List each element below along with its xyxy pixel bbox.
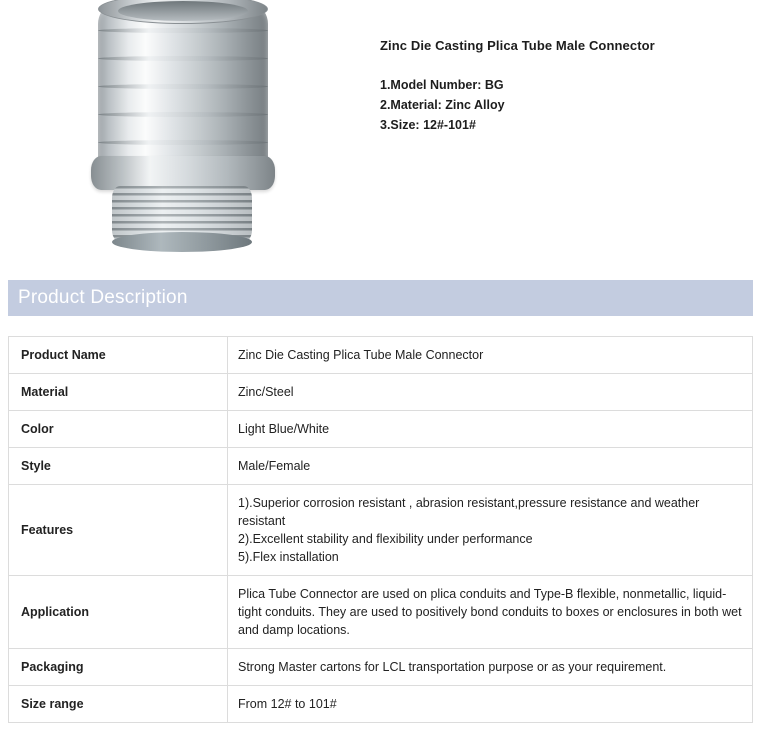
- connector-bore: [118, 1, 248, 21]
- row-value-line: 2).Excellent stability and flexibility under performance: [238, 532, 533, 546]
- row-value-line: Zinc Die Casting Plica Tube Male Connector: [238, 348, 484, 362]
- connector-ridge: [98, 56, 268, 61]
- table-row: [9, 649, 753, 686]
- table-row: [9, 576, 753, 649]
- row-value-line: Strong Master cartons for LCL transportation purpose or as your requirement.: [238, 660, 667, 674]
- row-value: [228, 411, 753, 448]
- table-row: [9, 374, 753, 411]
- row-key: Packaging: [9, 649, 228, 686]
- row-value-line: 1).Superior corrosion resistant , abrasion resistant,pressure resistance and weather resistant: [238, 496, 700, 528]
- table-row: [9, 337, 753, 374]
- row-value-line: Male/Female: [238, 459, 311, 473]
- connector-ridge: [98, 140, 268, 145]
- hero-spec-size: 3.Size: 12#-101#: [380, 118, 476, 132]
- row-value-line: Plica Tube Connector are used on plica conduits and Type-B flexible, nonmetallic, liquid-tight conduits. They are used to positively bond conduits to boxes or enclosures in both wet and damp locations.: [238, 587, 742, 637]
- hero-title: Zinc Die Casting Plica Tube Male Connector: [380, 38, 655, 53]
- row-value: [228, 485, 753, 576]
- hero-text-block: [380, 38, 750, 135]
- table-row: [9, 411, 753, 448]
- hero-spec-material: 2.Material: Zinc Alloy: [380, 98, 505, 112]
- product-image: [70, 0, 360, 240]
- row-key: Style: [9, 448, 228, 485]
- connector-ridge: [98, 84, 268, 89]
- product-description-table: [8, 336, 753, 723]
- connector-ridge: [98, 112, 268, 117]
- row-value: [228, 649, 753, 686]
- row-value-line: Zinc/Steel: [238, 385, 294, 399]
- hero-section: [0, 0, 761, 258]
- hero-spec-model: 1.Model Number: BG: [380, 78, 504, 92]
- row-key: Color: [9, 411, 228, 448]
- table-row: [9, 686, 753, 723]
- row-value: [228, 448, 753, 485]
- row-value-line: Light Blue/White: [238, 422, 330, 436]
- section-header-product-description: [8, 280, 753, 316]
- row-value-line: 5).Flex installation: [238, 550, 339, 564]
- row-key: Size range: [9, 686, 228, 723]
- connector-ridge: [98, 28, 268, 33]
- section-title: Product Description: [18, 287, 188, 308]
- table-row: [9, 448, 753, 485]
- row-value: [228, 374, 753, 411]
- row-key: Product Name: [9, 337, 228, 374]
- row-key: Application: [9, 576, 228, 649]
- connector-flange: [91, 156, 275, 190]
- row-value: [228, 686, 753, 723]
- table-row: [9, 485, 753, 576]
- row-value: [228, 337, 753, 374]
- row-value: [228, 576, 753, 649]
- connector-thread-end: [112, 232, 252, 252]
- row-key: Features: [9, 485, 228, 576]
- row-key: Material: [9, 374, 228, 411]
- row-value-line: From 12# to 101#: [238, 697, 337, 711]
